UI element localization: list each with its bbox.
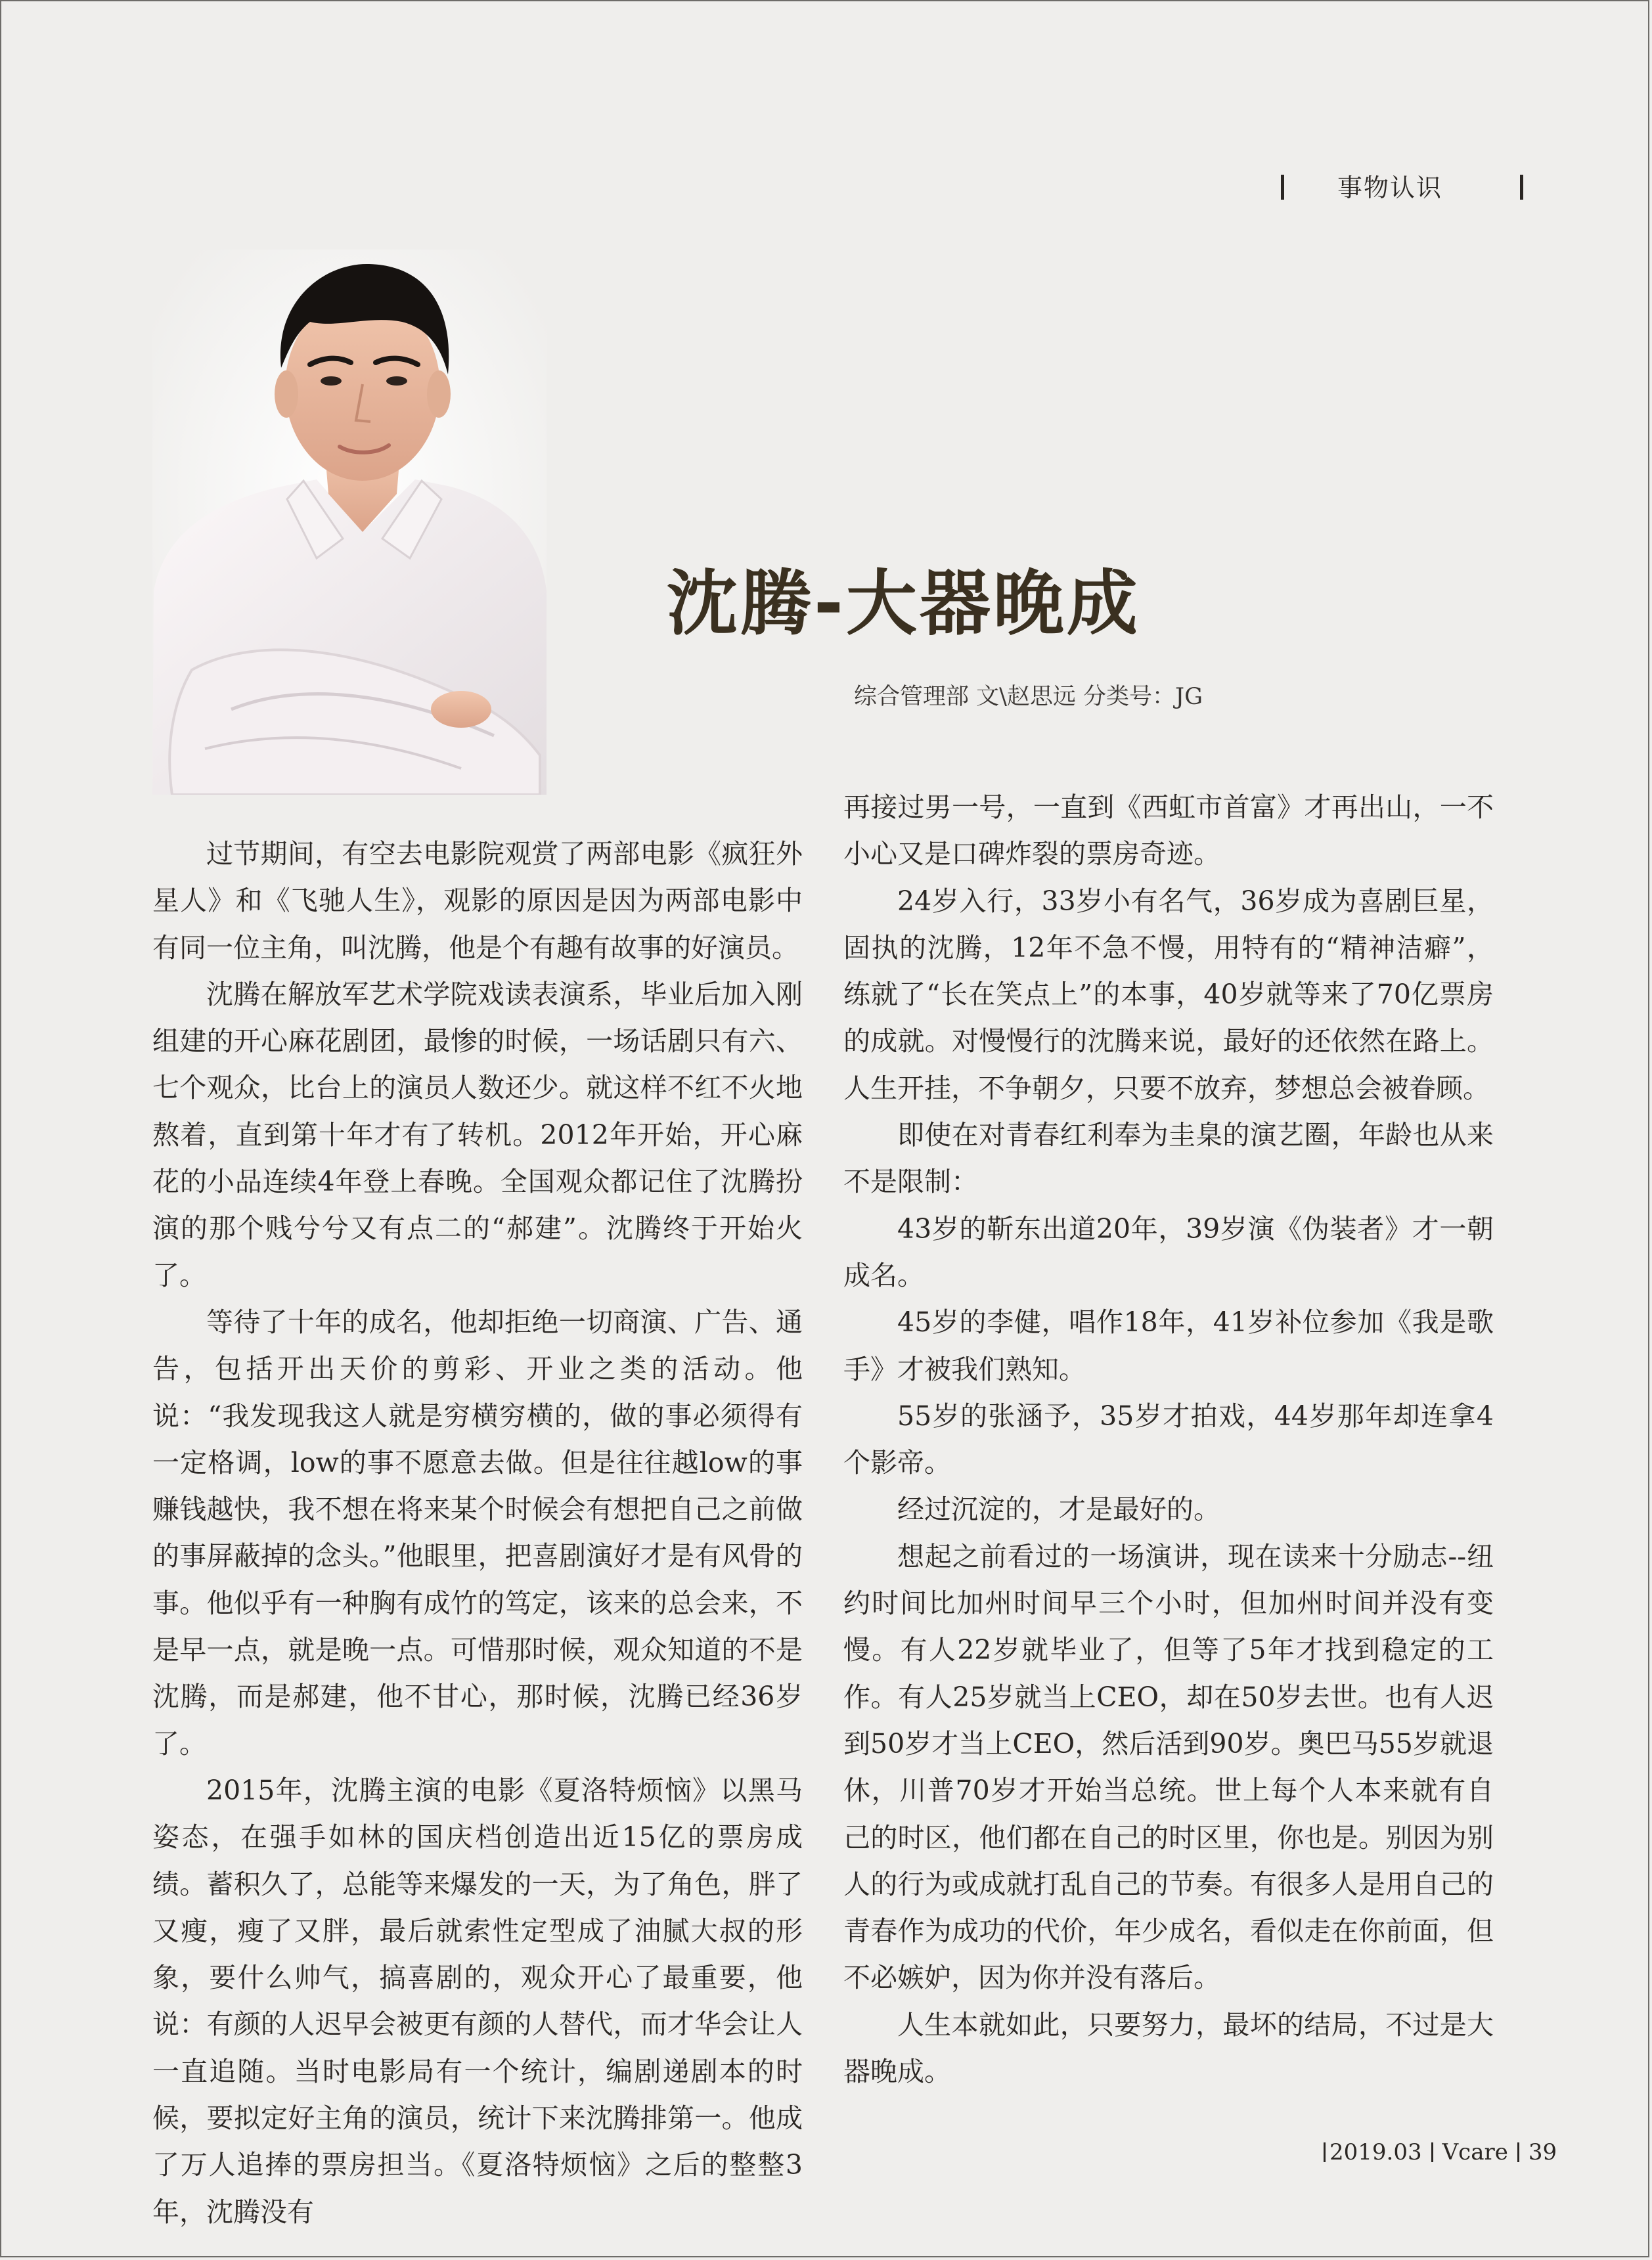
paragraph: 45岁的李健，唱作18年，41岁补位参加《我是歌手》才被我们熟知。 (843, 1306, 1494, 1385)
paragraph: 43岁的靳东出道20年，39岁演《伪装者》才一朝成名。 (843, 1212, 1494, 1291)
article-title: 沈腾-大器晚成 (667, 563, 1140, 645)
section-header (1281, 169, 1524, 206)
paragraph: 即使在对青春红利奉为圭臬的演艺圈，年龄也从来不是限制： (843, 1119, 1494, 1198)
paragraph: 经过沉淀的，才是最好的。 (897, 1494, 1220, 1526)
footer-divider (1517, 2142, 1519, 2162)
article-column-left (152, 831, 803, 2236)
paragraph: 等待了十年的成名，他却拒绝一切商演、广告、通告，包括开出天价的剪彩、开业之类的活动。他说：“我发现我这人就是穷横穷横的，做的事必须得有一定格调，low的事不愿意去做。但是往往越low的事赚钱越快，我不想在将来某个时候会有想把自己之前做的事屏蔽掉的念头。”他眼里，把喜剧演好才是有风骨的事。他似乎有一种胸有成竹的笃定，该来的总会来，不是早一点，就是晚一点。可惜那时候，观众知道的不是沈腾，而是郝建，他不甘心，那时候，沈腾已经36岁了。 (152, 1306, 803, 1760)
paragraph: 沈腾在解放军艺术学院戏读表演系，毕业后加入刚组建的开心麻花剧团，最惨的时候，一场话剧只有六、七个观众，比台上的演员人数还少。就这样不红不火地熬着，直到第十年才有了转机。2012年开始，开心麻花的小品连续4年登上春晚。全国观众都记住了沈腾扮演的那个贱兮兮又有点二的“郝建”。沈腾终于开始火了。 (152, 978, 803, 1291)
section-divider-left (1281, 175, 1284, 200)
section-divider-right (1520, 175, 1523, 200)
paragraph: 24岁入行，33岁小有名气，36岁成为喜剧巨星，固执的沈腾，12年不急不慢，用特有的“精神洁癖”，练就了“长在笑点上”的本事，40岁就等来了70亿票房的成就。对慢慢行的沈腾来说，最好的还依然在路上。人生开挂，不争朝夕，只要不放弃，梦想总会被眷顾。 (843, 885, 1494, 1104)
section-label: 事物认识 (1337, 173, 1443, 202)
footer-divider (1431, 2142, 1433, 2162)
paragraph: 过节期间，有空去电影院观赏了两部电影《疯狂外星人》和《飞驰人生》，观影的原因是因为两部电影中有同一位主角，叫沈腾，他是个有趣有故事的好演员。 (152, 838, 803, 964)
footer-magazine: Vcare (1442, 2139, 1508, 2165)
article-byline: 综合管理部 文\赵思远 分类号：JG (854, 684, 1203, 710)
page-number: 39 (1528, 2139, 1557, 2165)
paragraph: 2015年，沈腾主演的电影《夏洛特烦恼》以黑马姿态，在强手如林的国庆档创造出近15亿的票房成绩。蓄积久了，总能等来爆发的一天，为了角色，胖了又瘦，瘦了又胖，最后就索性定型成了油腻大叔的形象，要什么帅气，搞喜剧的，观众开心了最重要，他说：有颜的人迟早会被更有颜的人替代，而才华会让人一直追随。当时电影局有一个统计，编剧递剧本的时候，要拟定好主角的演员，统计下来沈腾排第一。他成了万人追捧的票房担当。《夏洛特烦恼》之后的整整3年，沈腾没有 (152, 1774, 803, 2228)
portrait-photo (152, 250, 547, 795)
paragraph: 人生本就如此，只要努力，最坏的结局，不过是大器晚成。 (843, 2008, 1494, 2088)
article-column-right (843, 784, 1494, 2095)
footer-divider (1324, 2142, 1326, 2162)
paragraph: 再接过男一号，一直到《西虹市首富》才再出山，一不小心又是口碑炸裂的票房奇迹。 (843, 791, 1494, 870)
page-footer (1324, 2136, 1557, 2169)
footer-issue: 2019.03 (1329, 2139, 1422, 2165)
paragraph: 想起之前看过的一场演讲，现在读来十分励志--纽约时间比加州时间早三个小时，但加州时间并没有变慢。有人22岁就毕业了，但等了5年才找到稳定的工作。有人25岁就当上CEO，却在50岁去世。也有人迟到50岁才当上CEO，然后活到90岁。奥巴马55岁就退休，川普70岁才开始当总统。世上每个人本来就有自己的时区，他们都在自己的时区里，你也是。别因为别人的行为或成就打乱自己的节奏。有很多人是用自己的青春作为成功的代价，年少成名，看似走在你前面，但不必嫉妒，因为你并没有落后。 (843, 1540, 1494, 1994)
paragraph: 55岁的张涵予，35岁才拍戏，44岁那年却连拿4个影帝。 (843, 1400, 1494, 1479)
